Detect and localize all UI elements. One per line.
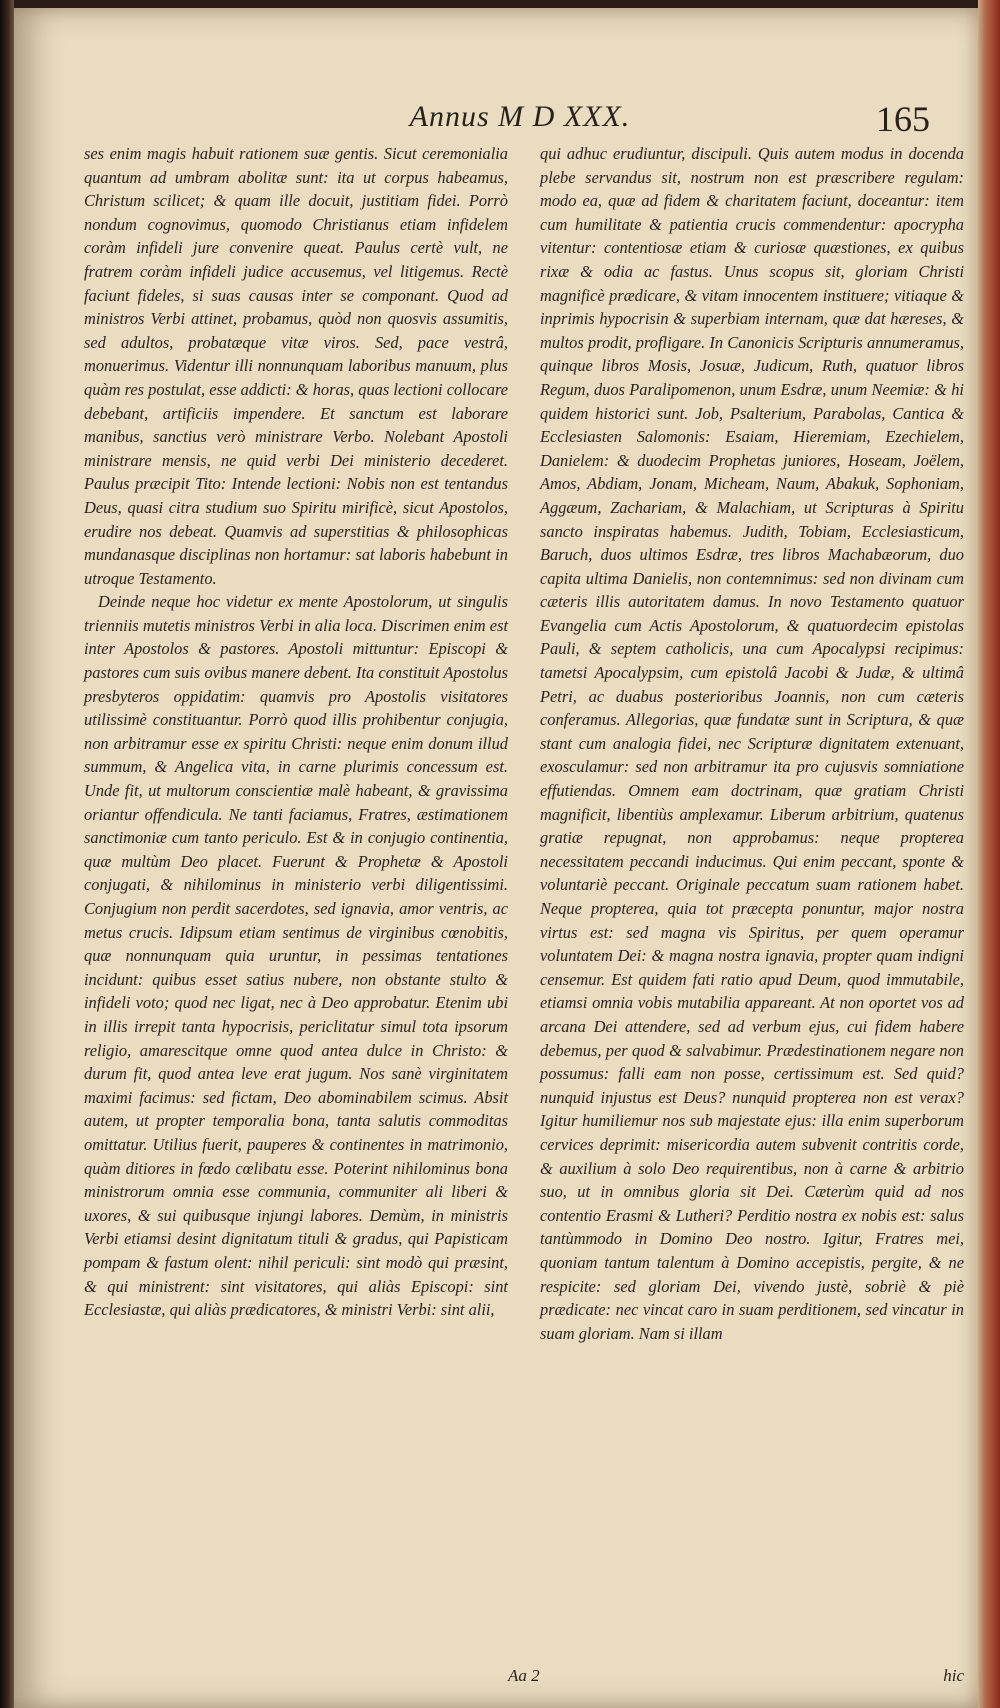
catchword: hic (943, 1666, 964, 1685)
text-columns (84, 142, 964, 1642)
right-column (540, 142, 964, 1345)
left-paragraph-2: Deinde neque hoc videtur ex mente Apostolorum, ut singulis trienniis mutetis ministros Verbi in alia loca. Discrimen enim est inter Apostolos & pastores. Apostoli mittuntur: Episcopi & pastores cum suis ovibus manere debent. Ita constituit Apostolus presbyteros oppidatim: quamvis pro Apostolis visitatores utilissimè constituantur. Porrò quod illis prohibentur conjugia, non arbitramur esse ex spiritu Christi: neque enim donum illud summum, & Angelica vita, in carne plurimis concessum est. Unde fit, ut multorum conscientiæ malè habeant, & gravissima oriantur offendicula. Ne tanti faciamus, Fratres, æstimationem sanctimoniæ cum tanto periculo. Est & in conjugio continentia, quæ multùm Deo placet. Fuerunt & Prophetæ & Apostoli conjugati, & nihilominus in ministerio verbi diligentissimi. Conjugium non perdit sacerdotes, sed ignavia, amor ventris, ac metus crucis. Idipsum etiam sentimus de virginibus cœnobitis, quæ nonnunquam quia uruntur, in pessimas tentationes incidunt: quibus esset satius nubere, non obstante stulto & infideli voto; quod nec ligat, nec à Deo approbatur. Etenim ubi in illis irrepit tanta hypocrisis, periclitatur simul tota ipsorum religio, amarescitque omne quod antea dulce in Christo: & durum fit, quod antea leve erat jugum. Nos sanè virginitatem maximi facimus: sed fictam, Deo abominabilem scimus. Absit autem, ut propter temporalia bona, tanta salutis commoditas omittatur. Utilius fuerit, pauperes & continentes in matrimonio, quàm ditiores in fœdo cœlibatu esse. Poterint nihilominus bona ministrorum omnia esse communia, communiter ali liberi & uxores, & sui quibusque injungi labores. Demùm, in ministris Verbi etiamsi desint dignitatum tituli & gradus, qui Papisticam pompam & fastum olent: nihil periculi: sint modò qui præsint, & qui ministrent: sint visitatores, qui aliàs Episcopi: sint Ecclesiastæ, qui aliàs prædicatores, & ministri Verbi: sint alii, (84, 592, 508, 1320)
page-number: 165 (876, 99, 930, 139)
left-column (84, 142, 508, 1322)
right-paragraph-1: qui adhuc erudiuntur, discipuli. Quis autem modus in docenda plebe servandus sit, nostrum non est præscribere regulam: modo ea, quæ ad fidem & charitatem faciunt, doceantur: item cum humilitate & patientia crucis commendentur: apocrypha vitentur: contentiosæ etiam & curiosæ quæstiones, ex quibus rixæ & odia ac fastus. Unus scopus sit, gloriam Christi magnificè prædicare, & vitam innocentem instituere; vitiaque & inprimis hypocrisin & superbiam internam, quæ dat hæreses, & multos prodit, profligare. In Canonicis Scripturis annumeramus, quinque libros Mosis, Josuæ, Judicum, Ruth, quatuor libros Regum, duos Paralipomenon, unum Esdræ, unum Neemiæ: & hi quidem historici sunt. Job, Psalterium, Parabolas, Cantica & Ecclesiasten Salomonis: Esaiam, Hieremiam, Ezechielem, Danielem: & duodecim Prophetas juniores, Hoseam, Joëlem, Amos, Abdiam, Jonam, Micheam, Naum, Abakuk, Sophoniam, Aggæum, Zachariam, & Malachiam, ut Scripturas à Spiritu sancto inspiratas habemus. Judith, Tobiam, Ecclesiasticum, Baruch, duos ultimos Esdræ, tres libros Machabæorum, duo capita ultima Danielis, non contemnimus: sed non divinam cum cæteris illis autoritatem damus. In novo Testamento quatuor Evangelia cum Actis Apostolorum, & quatuordecim epistolas Pauli, & septem catholicis, una cum Apocalypsi recipimus: tametsi Apocalypsim, cum epistolâ Jacobi & Judæ, & ultimâ Petri, ac duabus posterioribus Joannis, non cum cæteris conferamus. Allegorias, quæ fundatæ sunt in Scriptura, & quæ stant cum analogia fidei, nec Scripturæ dignitatem extenuant, exosculamur: sed non arbitramur ita pro cujusvis somniatione effutiendas. Omnem eam doctrinam, quæ gratiam Christi magnificit, libentiùs amplexamur. Liberum arbitrium, quatenus gratiæ repugnat, non approbamus: neque propterea necessitatem peccandi inducimus. Qui enim peccant, sponte & voluntariè peccant. Originale peccatum suam rationem habet. Neque propterea, quia tot præcepta ponuntur, major nostra virtus est: sed magna vis Spiritus, per quem operamur voluntatem Dei: & magna nostra ignavia, propter quam indigni censemur. Est quidem fati ratio apud Deum, quod immutabile, etiamsi omnia vobis mutabilia appareant. At non oportet vos ad arcana Dei attendere, sed ad verbum ejus, cui fidem habere debemus, per quod & salvabimur. Prædestinationem negare non possumus: falli eam non posse, certissimum est. Sed quid? nunquid injustus est Deus? nunquid propterea non est verax? Igitur humiliemur nos sub majestate ejus: illa enim superborum cervices deprimit: misericordia autem subvenit contritis corde, & auxilium à solo Deo requirentibus, non à carne & arbitrio suo, ut in omnibus gloria sit Dei. Cæterùm quid ad nos contentio Erasmi & Lutheri? Perditio nostra ex nobis est: salus tantùmmodo in Domino Deo nostro. Igitur, Fratres mei, quoniam tantum talentum à Domino accepistis, pergite, & ne respicite: sed gloriam Dei, vivendo justè, sobriè & piè prædicate: nec vincat caro in suam perditionem, sed vincatur in suam gloriam. Nam si illam (540, 144, 964, 1343)
page-footer (84, 1666, 964, 1694)
running-title: Annus M D XXX. (409, 100, 631, 133)
book-cover-edge (978, 0, 1000, 1708)
left-paragraph-1: ses enim magis habuit rationem suæ gentis. Sicut ceremonialia quantum ad umbram abolitæ sunt: ita ut corpus habeamus, Christum scilicet; & quam ille docuit, justitiam fidei. Porrò nondum cognovimus, quomodo Christianus etiam infidelem coràm infideli jure convenire queat. Paulus certè vult, ne fratrem coràm infideli judice accusemus, vel litigemus. Rectè faciunt fideles, si suas causas inter se componant. Quod ad ministros Verbi attinet, probamus, quòd non quosvis assumitis, sed adultos, probatæque vitæ viros. Sed, pace vestrâ, monuerimus. Videntur illi nonnunquam laboribus manuum, plus quàm res postulat, esse addicti: & horas, quas lectioni collocare debebant, artificiis impendere. Et sanctum est laborare manibus, sanctius verò ministrare Verbo. Nolebant Apostoli ministrare mensis, ne quid verbi Dei ministerio decederet. Paulus præcipit Tito: Intende lectioni: Nobis non est tentandus Deus, quasi citra studium suo Spiritu mirificè, sicut Apostolos, erudire nos debeat. Quamvis ad superstitias & philosophicas mundanasque disciplinas non hortamur: sat laboris habebunt in utroque Testamento. (84, 144, 508, 588)
book-page (14, 8, 978, 1708)
page-header (62, 100, 938, 144)
signature-mark: Aa 2 (508, 1666, 540, 1685)
book-spine-edge (0, 0, 14, 1708)
